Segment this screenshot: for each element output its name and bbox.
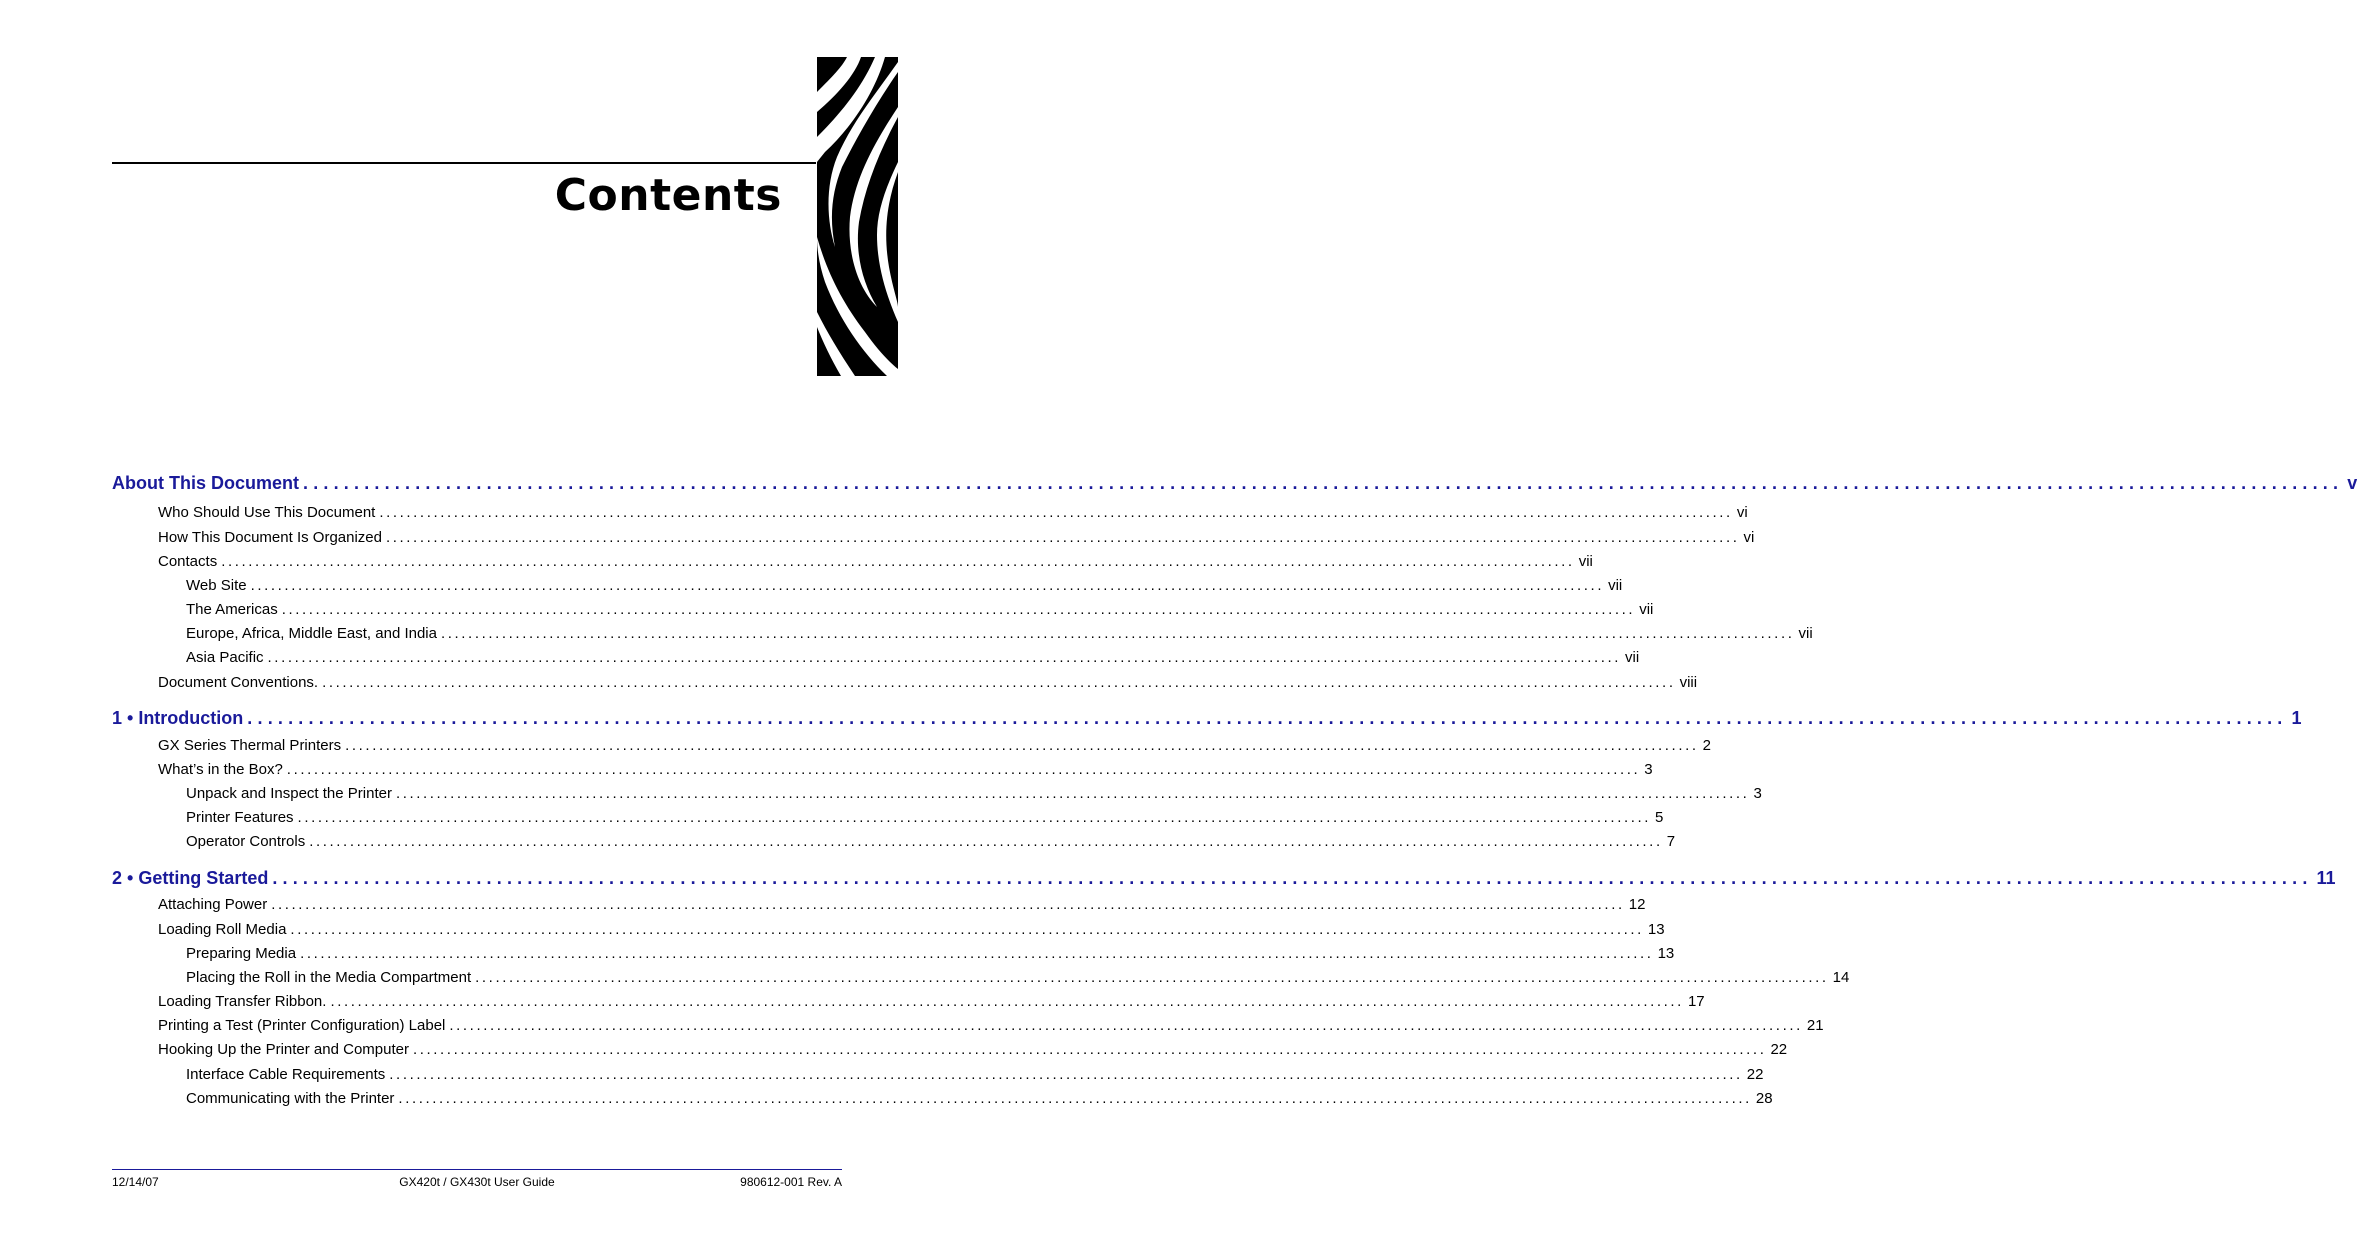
toc-leader-dots: ........................................................................................................................................................................................................ — [385, 529, 1740, 546]
toc-entry[interactable] — [158, 553, 1593, 570]
toc-leader-dots: ........................................................................................................................................................................................................ — [379, 504, 1733, 521]
toc-entry-label: Asia Pacific — [186, 649, 264, 666]
toc-entry[interactable] — [186, 625, 1813, 642]
toc-entry[interactable] — [186, 945, 1675, 962]
page-title: Contents — [554, 170, 782, 221]
toc-entry-page-number: 3 — [1753, 785, 1762, 802]
toc-entry[interactable] — [186, 969, 1850, 986]
toc-entry[interactable] — [158, 674, 1698, 691]
toc-entry-label: Hooking Up the Printer and Computer — [158, 1041, 409, 1058]
toc-entry-label: Contacts — [158, 553, 218, 570]
toc-entry-page-number: v — [2347, 473, 2357, 493]
toc-entry[interactable] — [112, 708, 2302, 729]
toc-entry-label: About This Document — [112, 473, 299, 493]
toc-entry-page-number: vi — [1736, 504, 1748, 521]
toc-entry[interactable] — [112, 868, 2336, 889]
toc-entry-page-number: 22 — [1746, 1066, 1764, 1083]
toc-entry-page-number: 17 — [1687, 993, 1705, 1010]
toc-entry-page-number: vii — [1608, 577, 1623, 594]
toc-entry-label: Who Should Use This Document — [158, 504, 376, 521]
toc-entry-label: Document Conventions. — [158, 674, 319, 691]
toc-entry-label: Printing a Test (Printer Configuration) Label — [158, 1017, 446, 1034]
toc-entry-label: Loading Roll Media — [158, 921, 287, 938]
toc-entry-label: Web Site — [186, 577, 247, 594]
toc-leader-dots: ........................................................................................................................................................................................................ — [271, 896, 1625, 913]
toc-entry[interactable] — [158, 737, 1711, 754]
toc-entry-page-number: 12 — [1628, 896, 1646, 913]
toc-entry[interactable] — [158, 761, 1653, 778]
toc-entry[interactable] — [186, 577, 1623, 594]
toc-leader-dots: ........................................................................................................................................................................................................ — [412, 1041, 1767, 1058]
toc-entry-page-number: vii — [1639, 601, 1654, 618]
toc-leader-dots: ........................................................................................................................................................................................................ — [250, 577, 1605, 594]
toc-entry-label: Placing the Roll in the Media Compartment — [186, 969, 472, 986]
toc-entry[interactable] — [158, 1041, 1788, 1058]
toc-leader-dots: ........................................................................................................................................................................................................ — [449, 1017, 1803, 1034]
toc-entry-page-number: 13 — [1657, 945, 1675, 962]
toc-entry-label: What’s in the Box? — [158, 761, 283, 778]
toc-leader-dots: ........................................................................................................................................................................................................ — [398, 1090, 1752, 1107]
toc-entry-page-number: 14 — [1832, 969, 1850, 986]
toc-entry-label: The Americas — [186, 601, 278, 618]
toc-entry[interactable] — [158, 1017, 1824, 1034]
toc-entry-label: Interface Cable Requirements — [186, 1066, 386, 1083]
toc-entry[interactable] — [186, 1090, 1773, 1107]
toc-entry-page-number: 13 — [1647, 921, 1665, 938]
toc-entry-page-number: 21 — [1806, 1017, 1824, 1034]
toc-entry-label: Operator Controls — [186, 833, 306, 850]
toc-leader-dots: ........................................................................................................................................................................................................ — [300, 945, 1654, 962]
toc-entry[interactable] — [158, 993, 1705, 1010]
toc-entry[interactable] — [158, 921, 1665, 938]
toc-leader-dots: ........................................................................................................................................................................................................ — [309, 833, 1663, 850]
footer-guide-title: GX420t / GX430t User Guide — [399, 1175, 555, 1189]
toc-entry-page-number: 22 — [1770, 1041, 1788, 1058]
toc-entry[interactable] — [186, 649, 1640, 666]
toc-entry-page-number: 3 — [1644, 761, 1653, 778]
toc-entry-page-number: vi — [1743, 529, 1755, 546]
toc-entry-label: How This Document Is Organized — [158, 529, 382, 546]
toc-entry[interactable] — [112, 473, 2357, 494]
toc-entry[interactable] — [186, 833, 1676, 850]
toc-leader-dots: ........................................................................................................................................................................................................ — [221, 553, 1575, 570]
toc-entry-page-number: 7 — [1666, 833, 1676, 850]
footer-doc-number: 980612-001 Rev. A — [740, 1175, 842, 1189]
toc-entry[interactable] — [158, 504, 1748, 521]
toc-leader-dots: ........................................................................................................................................................................................................ — [286, 761, 1641, 778]
toc-entry-label: Preparing Media — [186, 945, 297, 962]
toc-leader-dots: ........................................................................................................................................................................................................ — [303, 473, 2344, 493]
toc-leader-dots: ........................................................................................................................................................................................................ — [290, 921, 1644, 938]
toc-entry-page-number: 11 — [2316, 868, 2336, 888]
toc-entry-label: Unpack and Inspect the Printer — [186, 785, 392, 802]
toc-entry-label: Europe, Africa, Middle East, and India — [186, 625, 437, 642]
toc-entry-label: 2 • Getting Started — [112, 868, 269, 888]
toc-entry-page-number: 1 — [2291, 708, 2302, 728]
toc-leader-dots: ........................................................................................................................................................................................................ — [475, 969, 1829, 986]
toc-entry-page-number: viii — [1679, 674, 1698, 691]
toc-entry[interactable] — [186, 601, 1654, 618]
toc-entry-page-number: vii — [1798, 625, 1813, 642]
toc-entry-page-number: 2 — [1702, 737, 1711, 754]
toc-leader-dots: ........................................................................................................................................................................................................ — [272, 868, 2313, 888]
toc-entry-page-number: vii — [1578, 553, 1593, 570]
toc-leader-dots: ........................................................................................................................................................................................................ — [297, 809, 1652, 826]
toc-entry-page-number: vii — [1625, 649, 1640, 666]
toc-leader-dots: ........................................................................................................................................................................................................ — [322, 674, 1676, 691]
toc-entry[interactable] — [186, 785, 1762, 802]
toc-leader-dots: ........................................................................................................................................................................................................ — [440, 625, 1795, 642]
toc-entry-label: Loading Transfer Ribbon. — [158, 993, 327, 1010]
toc-entry-label: Communicating with the Printer — [186, 1090, 395, 1107]
footer-rule — [112, 1169, 842, 1170]
toc-entry[interactable] — [186, 1066, 1764, 1083]
toc-leader-dots: ........................................................................................................................................................................................................ — [330, 993, 1684, 1010]
toc-entry[interactable] — [158, 896, 1646, 913]
toc-leader-dots: ........................................................................................................................................................................................................ — [267, 649, 1622, 666]
toc-leader-dots: ........................................................................................................................................................................................................ — [345, 737, 1699, 754]
footer-date: 12/14/07 — [112, 1175, 159, 1189]
toc-entry[interactable] — [158, 529, 1755, 546]
toc-entry-label: Attaching Power — [158, 896, 268, 913]
toc-entry[interactable] — [186, 809, 1664, 826]
toc-leader-dots: ........................................................................................................................................................................................................ — [389, 1066, 1743, 1083]
toc-leader-dots: ........................................................................................................................................................................................................ — [247, 708, 2288, 728]
toc-entry-label: 1 • Introduction — [112, 708, 244, 728]
toc-entry-page-number: 5 — [1655, 809, 1664, 826]
toc-leader-dots: ........................................................................................................................................................................................................ — [395, 785, 1750, 802]
toc-leader-dots: ........................................................................................................................................................................................................ — [281, 601, 1636, 618]
toc-entry-page-number: 28 — [1755, 1090, 1773, 1107]
toc-entry-label: Printer Features — [186, 809, 294, 826]
toc-entry-label: GX Series Thermal Printers — [158, 737, 342, 754]
